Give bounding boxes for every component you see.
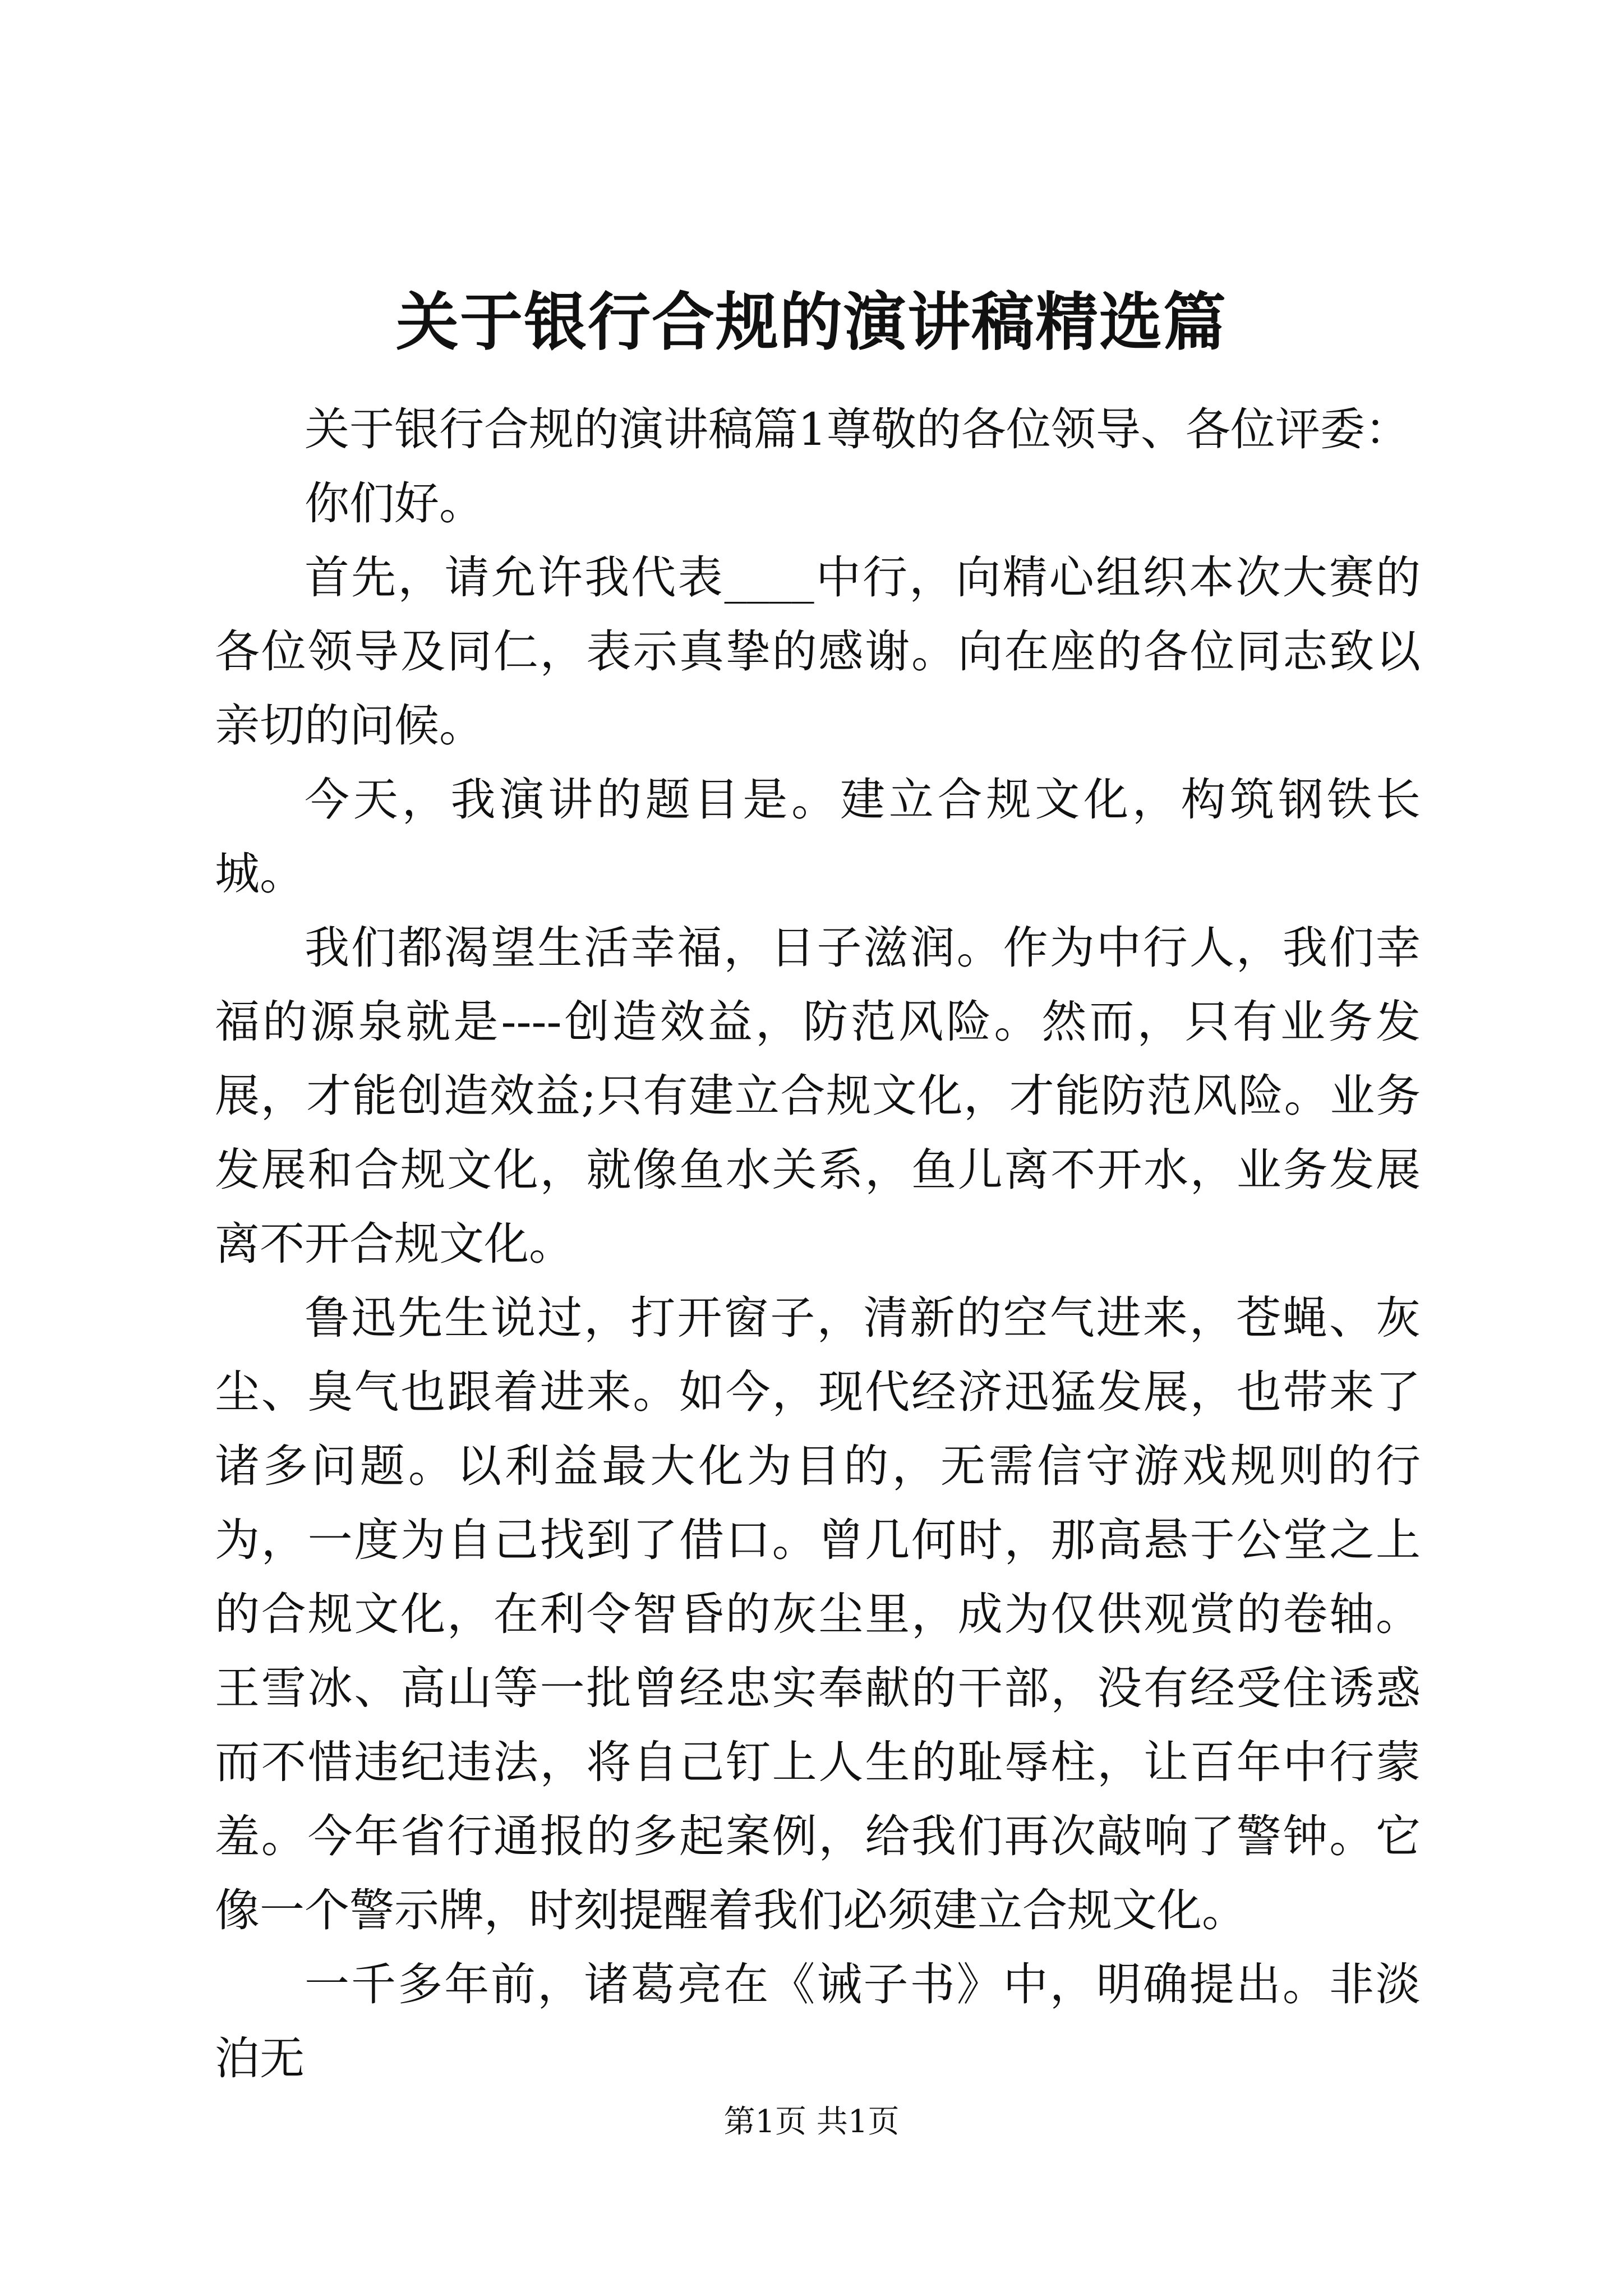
paragraph: 鲁迅先生说过，打开窗子，清新的空气进来，苍蝇、灰尘、臭气也跟着进来。如今，现代经济迅猛发展，也带来了诸多问题。以利益最大化为目的，无需信守游戏规则的行为，一度为自己找到了借口。曾几何时，那高悬于公堂之上的合规文化，在利令智昏的灰尘里，成为仅供观赏的卷轴。王雪冰、高山等一批曾经忠实奉献的干部，没有经受住诱惑而不惜违纪违法，将自己钉上人生的耻辱柱，让百年中行蒙羞。今年省行通报的多起案例，给我们再次敲响了警钟。它像一个警示牌，时刻提醒着我们必须建立合规文化。 bbox=[215, 1292, 1421, 1936]
paragraph: 关于银行合规的演讲稿篇1尊敬的各位领导、各位评委： bbox=[305, 403, 1410, 455]
paragraph: 今天，我演讲的题目是。建立合规文化，构筑钢铁长城。 bbox=[215, 774, 1421, 900]
page-footer: 第1页 共1页 bbox=[723, 2104, 900, 2140]
document-title: 关于银行合规的演讲稿精选篇 bbox=[396, 286, 1227, 359]
paragraph: 首先，请允许我代表____中行，向精心组织本次大赛的各位领导及同仁，表示真挚的感谢。向在座的各位同志致以亲切的问候。 bbox=[215, 551, 1421, 752]
paragraph: 一千多年前，诸葛亮在《诫子书》中，明确提出。非淡泊无 bbox=[215, 1958, 1421, 2085]
paragraph: 我们都渴望生活幸福，日子滋润。作为中行人，我们幸福的源泉就是----创造效益，防范风险。然而，只有业务发展，才能创造效益;只有建立合规文化，才能防范风险。业务发展和合规文化，就像鱼水关系，鱼儿离不开水，业务发展离不开合规文化。 bbox=[215, 922, 1421, 1270]
paragraph: 你们好。 bbox=[305, 477, 484, 530]
document-body bbox=[215, 393, 1421, 2096]
